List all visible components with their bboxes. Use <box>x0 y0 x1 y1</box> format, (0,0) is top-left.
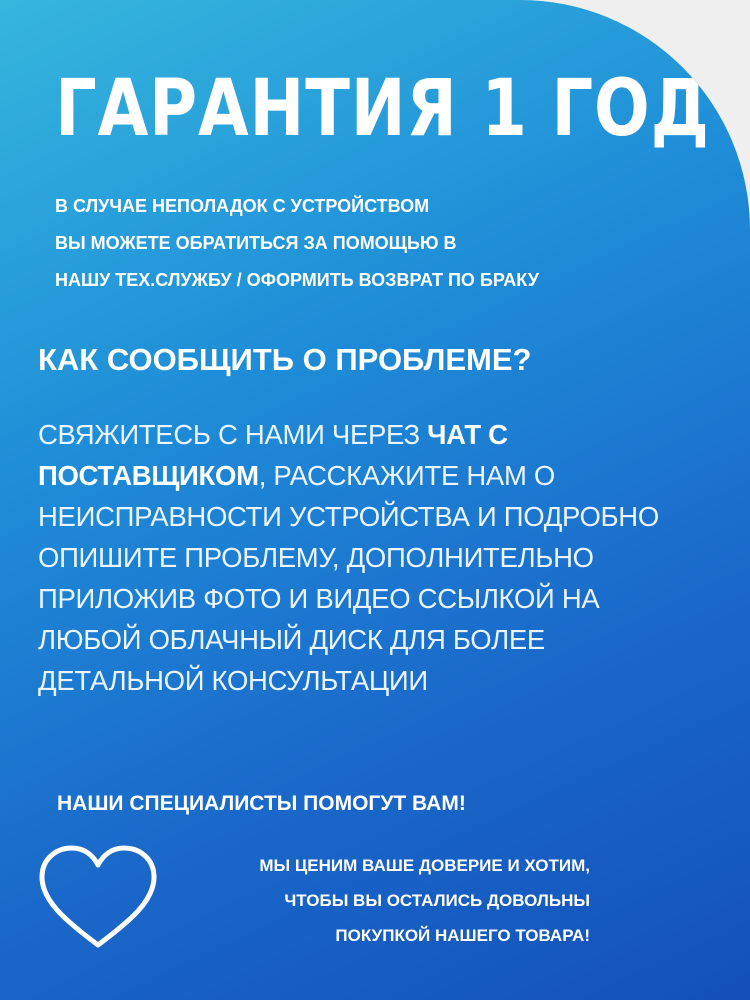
heart-icon <box>36 843 160 953</box>
help-heading: НАШИ СПЕЦИАЛИСТЫ ПОМОГУТ ВАМ! <box>57 792 466 815</box>
instructions-part-1: СВЯЖИТЕСЬ С НАМИ ЧЕРЕЗ <box>38 419 428 450</box>
instructions-bold: ЧАТ С ПОСТАВЩИКОМ <box>38 419 508 491</box>
closing-text: МЫ ЦЕНИМ ВАШЕ ДОВЕРИЕ И ХОТИМ, ЧТОБЫ ВЫ ОСТАЛИСЬ ДОВОЛЬНЫ ПОКУПКОЙ НАШЕГО ТОВАРА! <box>259 856 590 945</box>
warranty-subtitle: В СЛУЧАЕ НЕПОЛАДОК С УСТРОЙСТВОМ ВЫ МОЖЕТЕ ОБРАТИТЬСЯ ЗА ПОМОЩЬЮ В НАШУ ТЕХ.СЛУЖБУ / ОФОРМИТЬ ВОЗВРАТ ПО БРАКУ <box>55 196 539 290</box>
instructions-part-2: , РАССКАЖИТЕ НАМ О НЕИСПРАВНОСТИ УСТРОЙСТВА И ПОДРОБНО ОПИШИТЕ ПРОБЛЕМУ, ДОПОЛНИТЕЛЬНО ПРИЛОЖИВ ФОТО И ВИДЕО ССЫЛКОЙ НА ЛЮБОЙ ОБЛАЧНЫЙ ДИСК ДЛЯ БОЛЕЕ ДЕТАЛЬНОЙ КОНСУЛЬТАЦИИ <box>38 460 659 696</box>
page-title: ГАРАНТИЯ 1 ГОД <box>55 64 710 154</box>
instructions-text <box>38 414 708 701</box>
section-heading: КАК СООБЩИТЬ О ПРОБЛЕМЕ? <box>38 342 532 377</box>
